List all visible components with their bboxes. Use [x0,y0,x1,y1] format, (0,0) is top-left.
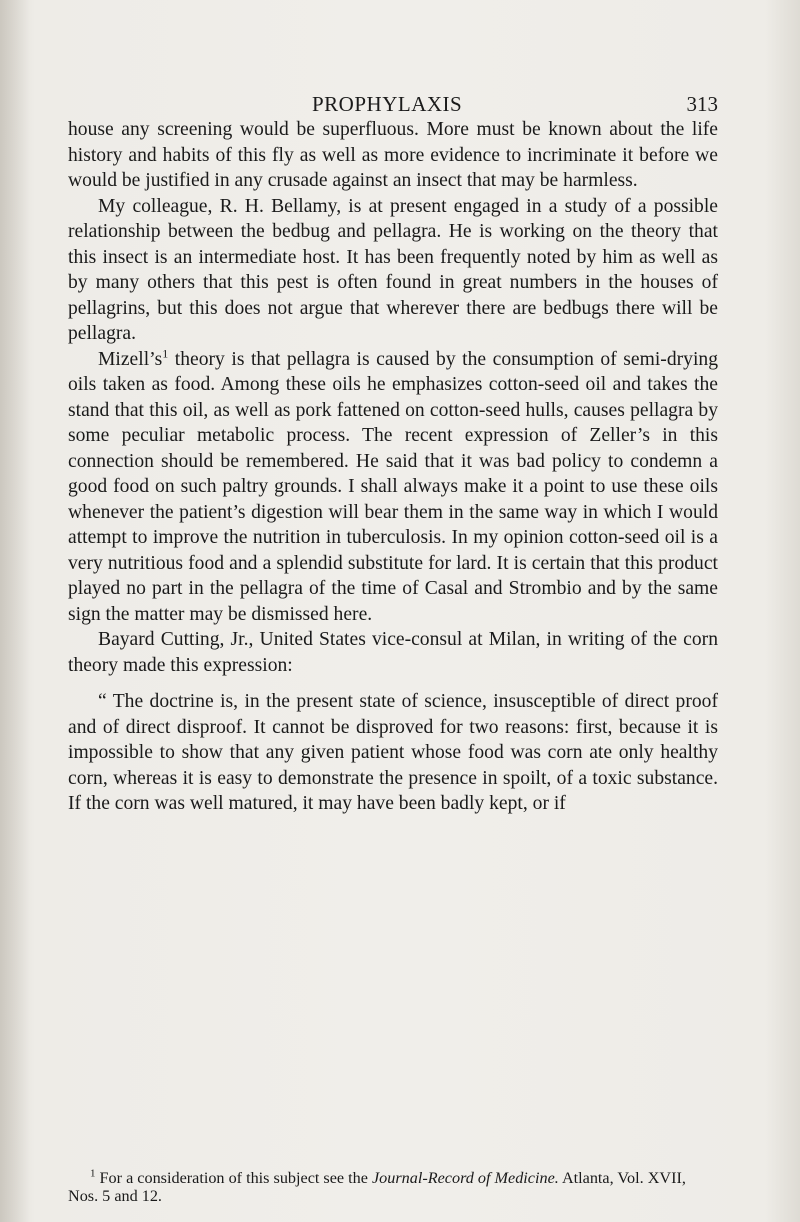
quotation-paragraph: “ The doctrine is, in the present state of science, insusceptible of direct proof and of direct disproof. It cannot be disproved for two reasons: first, because it is impossible to show that any given patient whose food was corn ate only healthy corn, whereas it is easy to demonstrate the presence in spoilt, of a toxic substance. If the corn was well matured, it may have been badly kept, or if [68,691,718,814]
footnote-reference: 1 [162,345,169,360]
paragraph-1: house any screening would be superfluous. More must be known about the life history and habits of this fly as well as more evidence to incriminate it before we would be justified in any crusade against an insect that may be harmless. [68,119,718,191]
footnotes [68,1169,718,1205]
mizell-name: Mizell’s [98,348,163,370]
paragraph-3-text: theory is that pellagra is caused by the consumption of semi-drying oils taken as food. Among these oils he emphasizes cotton-seed oil and takes the stand that this oil, as well as pork fattened on cotton-seed hulls, causes pellagra by some peculiar metabolic process. The recent expression of Zeller’s in this connection should be remembered. He said that it was bad policy to condemn a good food on such paltry grounds. I shall always make it a point to use these oils whenever the patient’s digestion will bear them in the same way in which I would attempt to improve the nutrition in tuberculosis. In my opinion cotton-seed oil is a very nutritious food and a splendid substitute for lard. It is certain that this product played no part in the pellagra of the time of Casal and Strombio and by the same sign the matter may be dismissed here. [68,348,718,625]
footnote-mark: 1 [90,1167,96,1180]
footnote-text-after: Atlanta, Vol. XVII, Nos. 5 and 12. [68,1169,686,1205]
footnote-1 [68,1169,718,1205]
page-gutter-shadow [0,0,30,1222]
footnote-journal-title: Journal-Record of Medicine. [371,1169,559,1187]
paragraph-3 [68,347,718,628]
page-number: 313 [686,92,718,116]
body-text [68,117,718,817]
footnote-text-before: For a consideration of this subject see the [95,1169,372,1187]
paragraph-2: My colleague, R. H. Bellamy, is at present engaged in a study of a possible relationship between the bedbug and pellagra. He is working on the theory that this insect is an intermediate host. It has been frequently noted by him as well as by many others that this pest is often found in great numbers in the houses of pellagrins, but this does not argue that wherever there are bedbugs there will be pellagra. [68,195,718,344]
paragraph-4: Bayard Cutting, Jr., United States vice-consul at Milan, in writing of the corn theory made this expression: [68,629,718,676]
running-title: PROPHYLAXIS [312,92,463,116]
